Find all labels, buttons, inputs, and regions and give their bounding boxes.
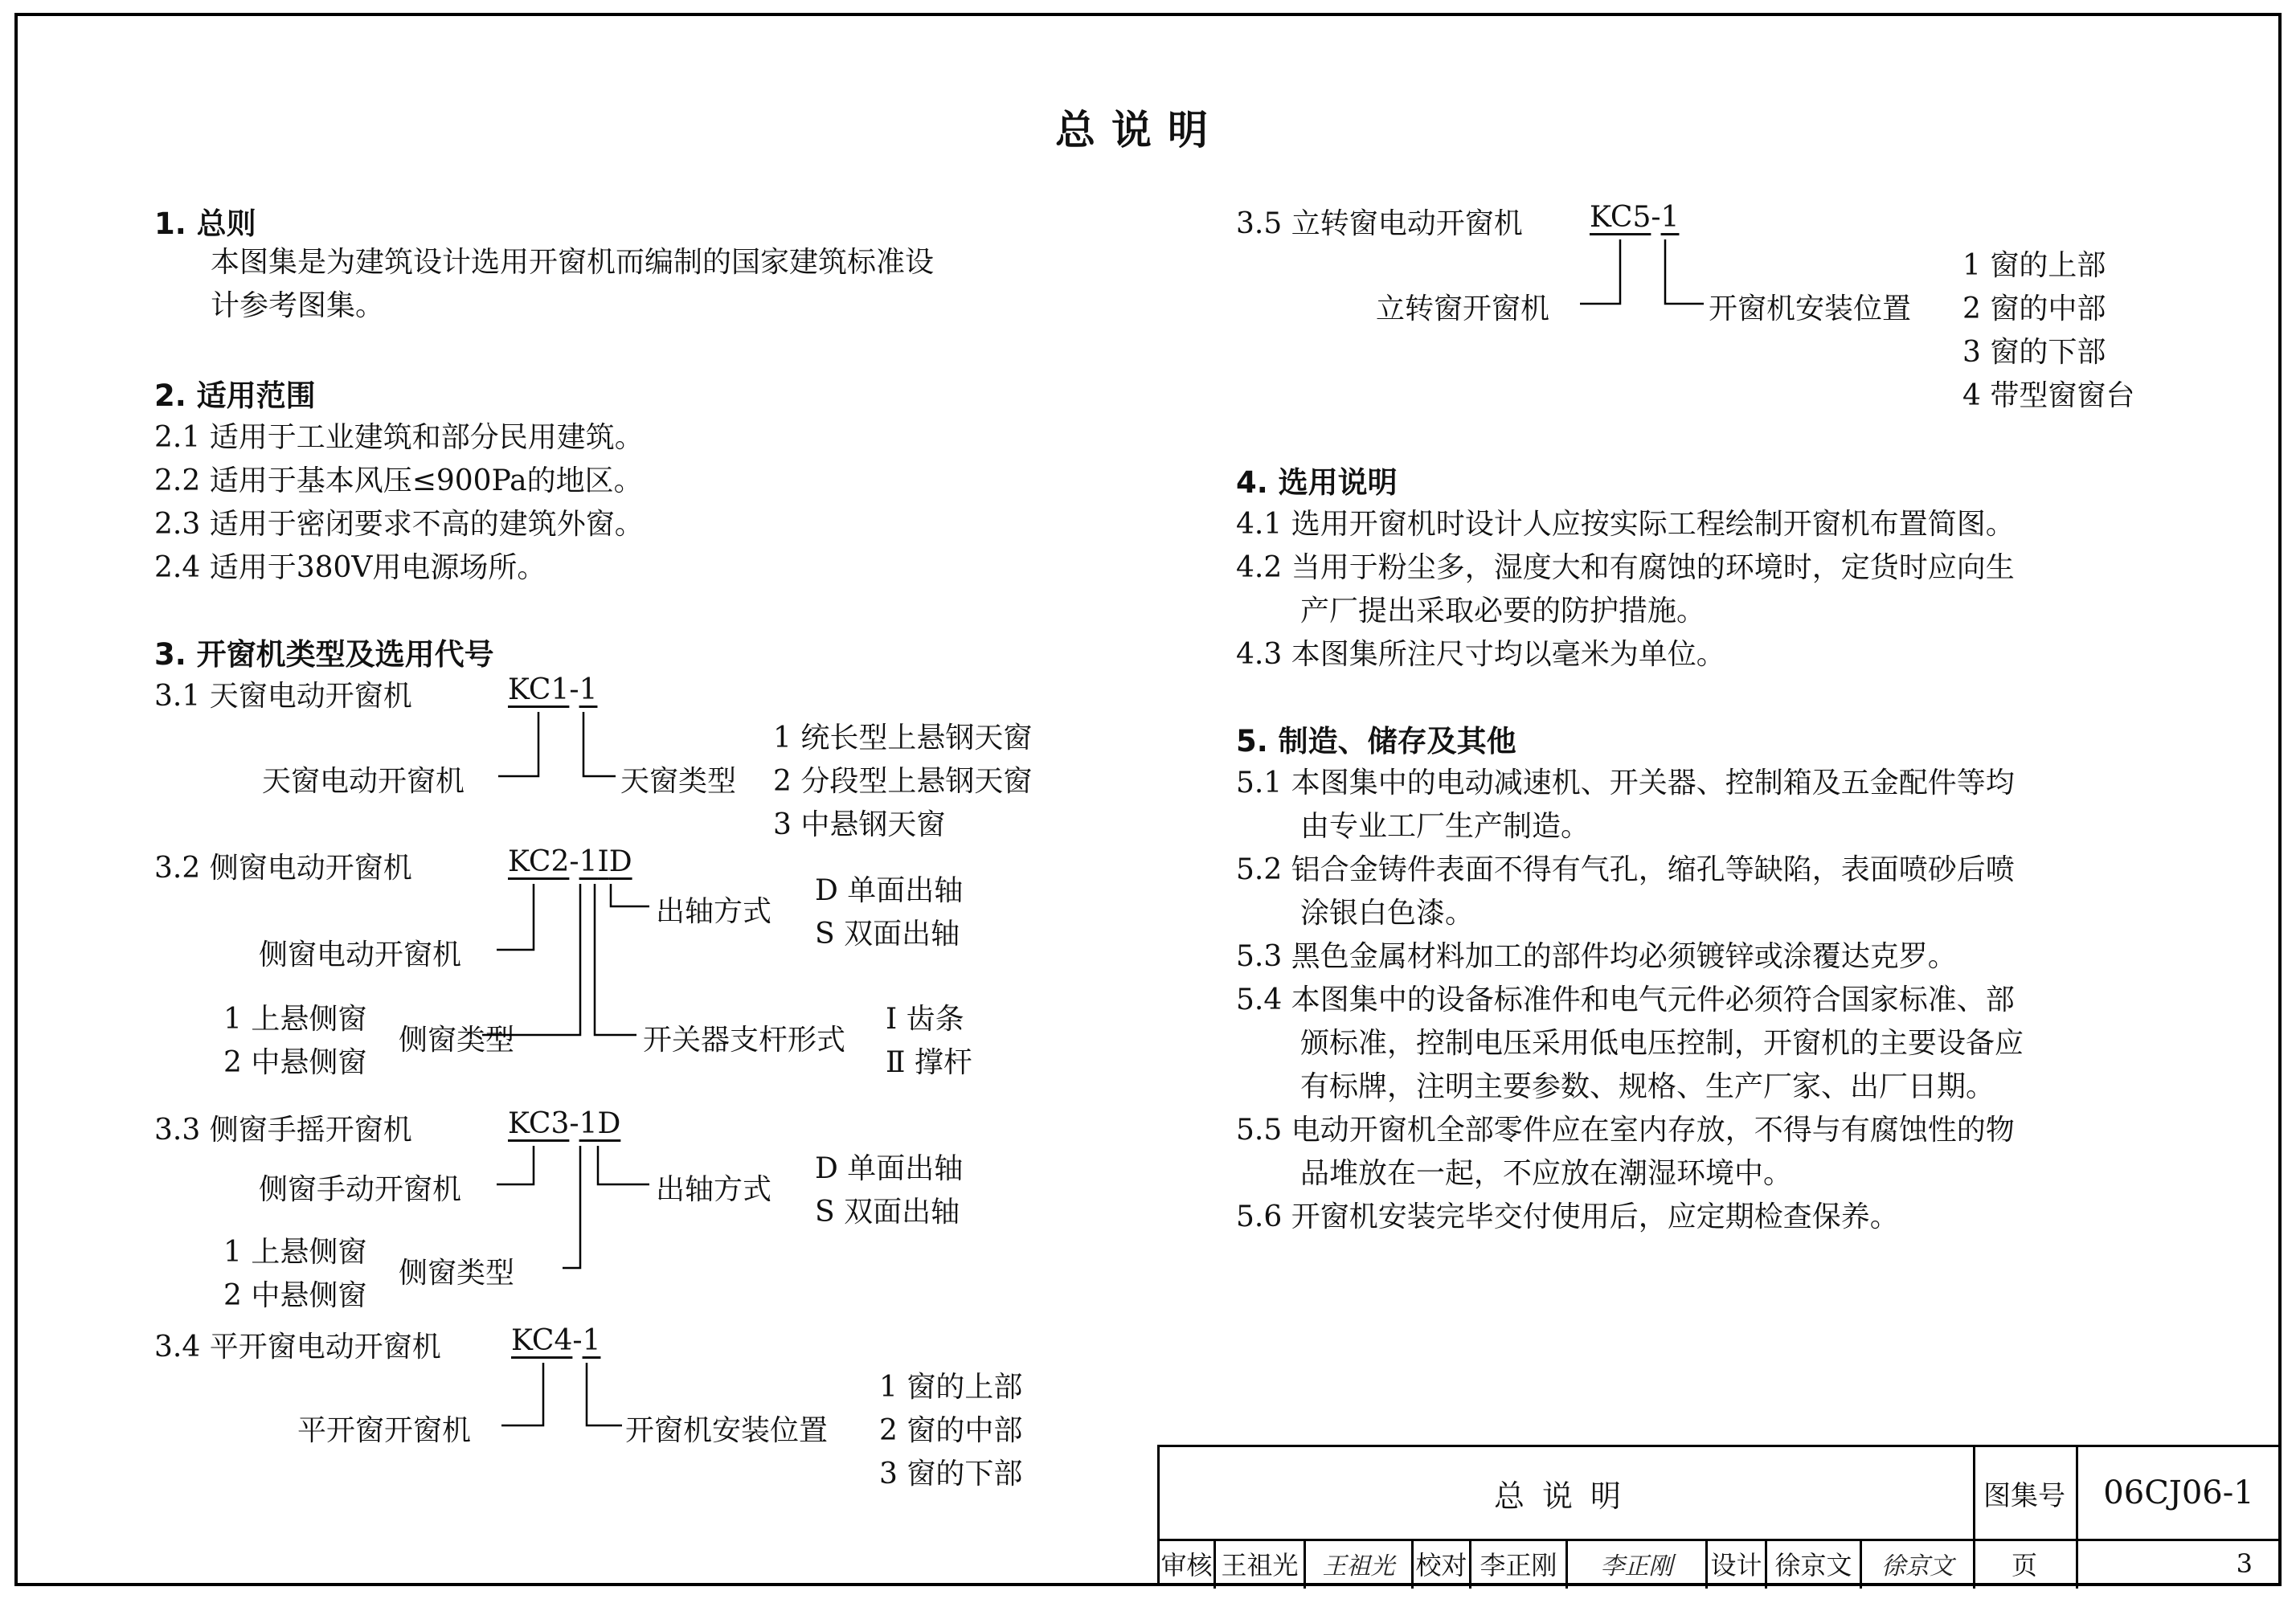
- s35-option: 4 带型窗窗台: [1962, 379, 2135, 412]
- section-1-text: 本图集是为建筑设计选用开窗机而编制的国家建筑标准设: [211, 246, 935, 279]
- s32-shaft-option: D 单面出轴: [815, 874, 964, 907]
- s32-dash: -: [569, 845, 579, 878]
- s34-code: [511, 1324, 600, 1357]
- section-4-line: 4.1 选用开窗机时设计人应按实际工程绘制开窗机布置简图。: [1236, 508, 2015, 541]
- s33-dash: -: [569, 1107, 579, 1140]
- s31-option: 3 中悬钢天窗: [773, 808, 946, 841]
- s35-code-b: 1: [1660, 201, 1680, 234]
- s34-label: 3.4 平开窗电动开窗机: [154, 1331, 441, 1364]
- page-title: 总说明: [1055, 107, 1224, 153]
- s31-code-b: 1: [579, 673, 598, 706]
- section-5-line: 有标牌，注明主要参数、规格、生产厂家、出厂日期。: [1300, 1070, 1995, 1103]
- s33-type-1: 1 上悬侧窗: [223, 1236, 367, 1269]
- s32-rod-label: 开关器支杆形式: [643, 1024, 846, 1057]
- s33-code-b: 1: [579, 1107, 598, 1140]
- titleblock-designer: 徐京文: [1767, 1539, 1862, 1589]
- s33-code-d: D: [597, 1107, 621, 1140]
- titleblock-atlas-label: 图集号: [1983, 1479, 2065, 1512]
- s35-code-a: KC5: [1590, 201, 1651, 234]
- s32-rod-option: Ⅱ 撑杆: [886, 1046, 972, 1079]
- titleblock-checker-signature: 李正刚: [1568, 1539, 1708, 1589]
- s33-left-desc: 侧窗手动开窗机: [259, 1173, 462, 1206]
- s32-code-b: 1: [579, 845, 598, 878]
- s32-shaft-option: S 双面出轴: [815, 918, 960, 951]
- s31-code: [508, 673, 597, 706]
- titleblock-checker: 李正刚: [1471, 1539, 1568, 1589]
- s34-option: 1 窗的上部: [879, 1371, 1023, 1404]
- s32-code-d: D: [608, 845, 632, 878]
- section-5-line: 5.4 本图集中的设备标准件和电气元件必须符合国家标准、部: [1236, 984, 2015, 1016]
- s35-right-desc: 开窗机安装位置: [1709, 292, 1912, 325]
- s32-type-label: 侧窗类型: [399, 1024, 515, 1057]
- section-5-line: 由专业工厂生产制造。: [1300, 810, 1590, 843]
- s35-label: 3.5 立转窗电动开窗机: [1236, 207, 1523, 240]
- section-5-line: 5.2 铝合金铸件表面不得有气孔，缩孔等缺陷，表面喷砂后喷: [1236, 853, 2015, 886]
- s33-label: 3.3 侧窗手摇开窗机: [154, 1114, 412, 1147]
- titleblock-reviewer: 王祖光: [1216, 1539, 1306, 1589]
- section-2-item: 2.2 适用于基本风压≤900Pa的地区。: [154, 464, 643, 497]
- titleblock-page-no: 3: [2236, 1548, 2253, 1579]
- s31-left-desc: 天窗电动开窗机: [262, 765, 465, 798]
- s34-option: 3 窗的下部: [879, 1458, 1023, 1491]
- section-5-heading: 5. 制造、储存及其他: [1236, 724, 1516, 759]
- titleblock-name: 总说明: [1493, 1478, 1639, 1514]
- s35-left-desc: 立转窗开窗机: [1376, 292, 1550, 325]
- s34-code-b: 1: [582, 1324, 601, 1357]
- s33-code: [508, 1107, 620, 1140]
- section-4-line: 4.3 本图集所注尺寸均以毫米为单位。: [1236, 638, 1725, 671]
- s33-type-2: 2 中悬侧窗: [223, 1279, 367, 1312]
- s34-dash: -: [572, 1324, 583, 1357]
- titleblock-review-label: 审核: [1160, 1539, 1216, 1589]
- s35-option: 3 窗的下部: [1962, 336, 2106, 369]
- section-5-line: 5.6 开窗机安装完毕交付使用后，应定期检查保养。: [1236, 1200, 1899, 1233]
- titleblock-atlas-no: 06CJ06-1: [2103, 1474, 2254, 1511]
- section-5-line: 涂银白色漆。: [1300, 897, 1475, 930]
- section-4-line: 4.2 当用于粉尘多，湿度大和有腐蚀的环境时，定货时应向生: [1236, 551, 2015, 584]
- s31-label: 3.1 天窗电动开窗机: [154, 680, 412, 713]
- section-2-item: 2.4 适用于380V用电源场所。: [154, 551, 546, 584]
- s32-shaft-label: 出轴方式: [656, 895, 772, 928]
- titleblock-reviewer-signature: 王祖光: [1306, 1539, 1414, 1589]
- section-1-heading: 1. 总则: [154, 207, 256, 241]
- s33-code-a: KC3: [508, 1107, 570, 1140]
- s33-shaft-option: S 双面出轴: [815, 1196, 960, 1229]
- s32-code-a: KC2: [508, 845, 570, 878]
- s32-type-1: 1 上悬侧窗: [223, 1003, 367, 1036]
- s34-left-desc: 平开窗开窗机: [297, 1414, 472, 1447]
- s34-code-a: KC4: [511, 1324, 573, 1357]
- s35-dash: -: [1651, 201, 1661, 234]
- section-5-line: 5.3 黑色金属材料加工的部件均必须镀锌或涂覆达克罗。: [1236, 940, 1957, 973]
- s31-option: 1 统长型上悬钢天窗: [773, 722, 1033, 755]
- section-5-line: 品堆放在一起，不应放在潮湿环境中。: [1300, 1157, 1793, 1190]
- s34-option: 2 窗的中部: [879, 1414, 1023, 1447]
- section-1-text: 计参考图集。: [211, 289, 385, 322]
- s32-label: 3.2 侧窗电动开窗机: [154, 852, 412, 885]
- s32-type-2: 2 中悬侧窗: [223, 1046, 367, 1079]
- section-2-heading: 2. 适用范围: [154, 378, 316, 413]
- s33-shaft-label: 出轴方式: [656, 1173, 772, 1206]
- s35-code: [1590, 201, 1679, 234]
- titleblock-designer-signature: 徐京文: [1881, 1552, 1954, 1581]
- titleblock-design-label: 设计: [1708, 1539, 1767, 1589]
- section-5-line: 5.1 本图集中的电动减速机、开关器、控制箱及五金配件等均: [1236, 767, 2015, 800]
- section-3-heading: 3. 开窗机类型及选用代号: [154, 637, 494, 672]
- section-4-line: 产厂提出采取必要的防护措施。: [1300, 595, 1706, 628]
- section-5-line: 颁标准，控制电压采用低电压控制，开窗机的主要设备应: [1300, 1027, 2024, 1060]
- s32-rod-option: I 齿条: [886, 1003, 964, 1036]
- s35-option: 2 窗的中部: [1962, 292, 2106, 325]
- s33-shaft-option: D 单面出轴: [815, 1152, 964, 1185]
- section-5-line: 5.5 电动开窗机全部零件应在室内存放，不得与有腐蚀性的物: [1236, 1114, 2015, 1147]
- titleblock-check-label: 校对: [1414, 1539, 1471, 1589]
- s33-type-label: 侧窗类型: [399, 1257, 515, 1290]
- s32-code: [508, 845, 632, 878]
- s35-option: 1 窗的上部: [1962, 249, 2106, 282]
- s31-code-a: KC1: [508, 673, 570, 706]
- s32-left-desc: 侧窗电动开窗机: [259, 939, 462, 971]
- titleblock-page-label: 页: [2011, 1550, 2037, 1581]
- s34-right-desc: 开窗机安装位置: [625, 1414, 829, 1447]
- section-4-heading: 4. 选用说明: [1236, 465, 1398, 500]
- s31-dash: -: [569, 673, 579, 706]
- section-2-item: 2.3 适用于密闭要求不高的建筑外窗。: [154, 508, 644, 541]
- s31-right-desc: 天窗类型: [620, 765, 737, 798]
- title-block: [1157, 1445, 2282, 1586]
- s31-option: 2 分段型上悬钢天窗: [773, 765, 1033, 798]
- section-2-item: 2.1 适用于工业建筑和部分民用建筑。: [154, 421, 644, 454]
- s32-code-c: I: [597, 845, 609, 878]
